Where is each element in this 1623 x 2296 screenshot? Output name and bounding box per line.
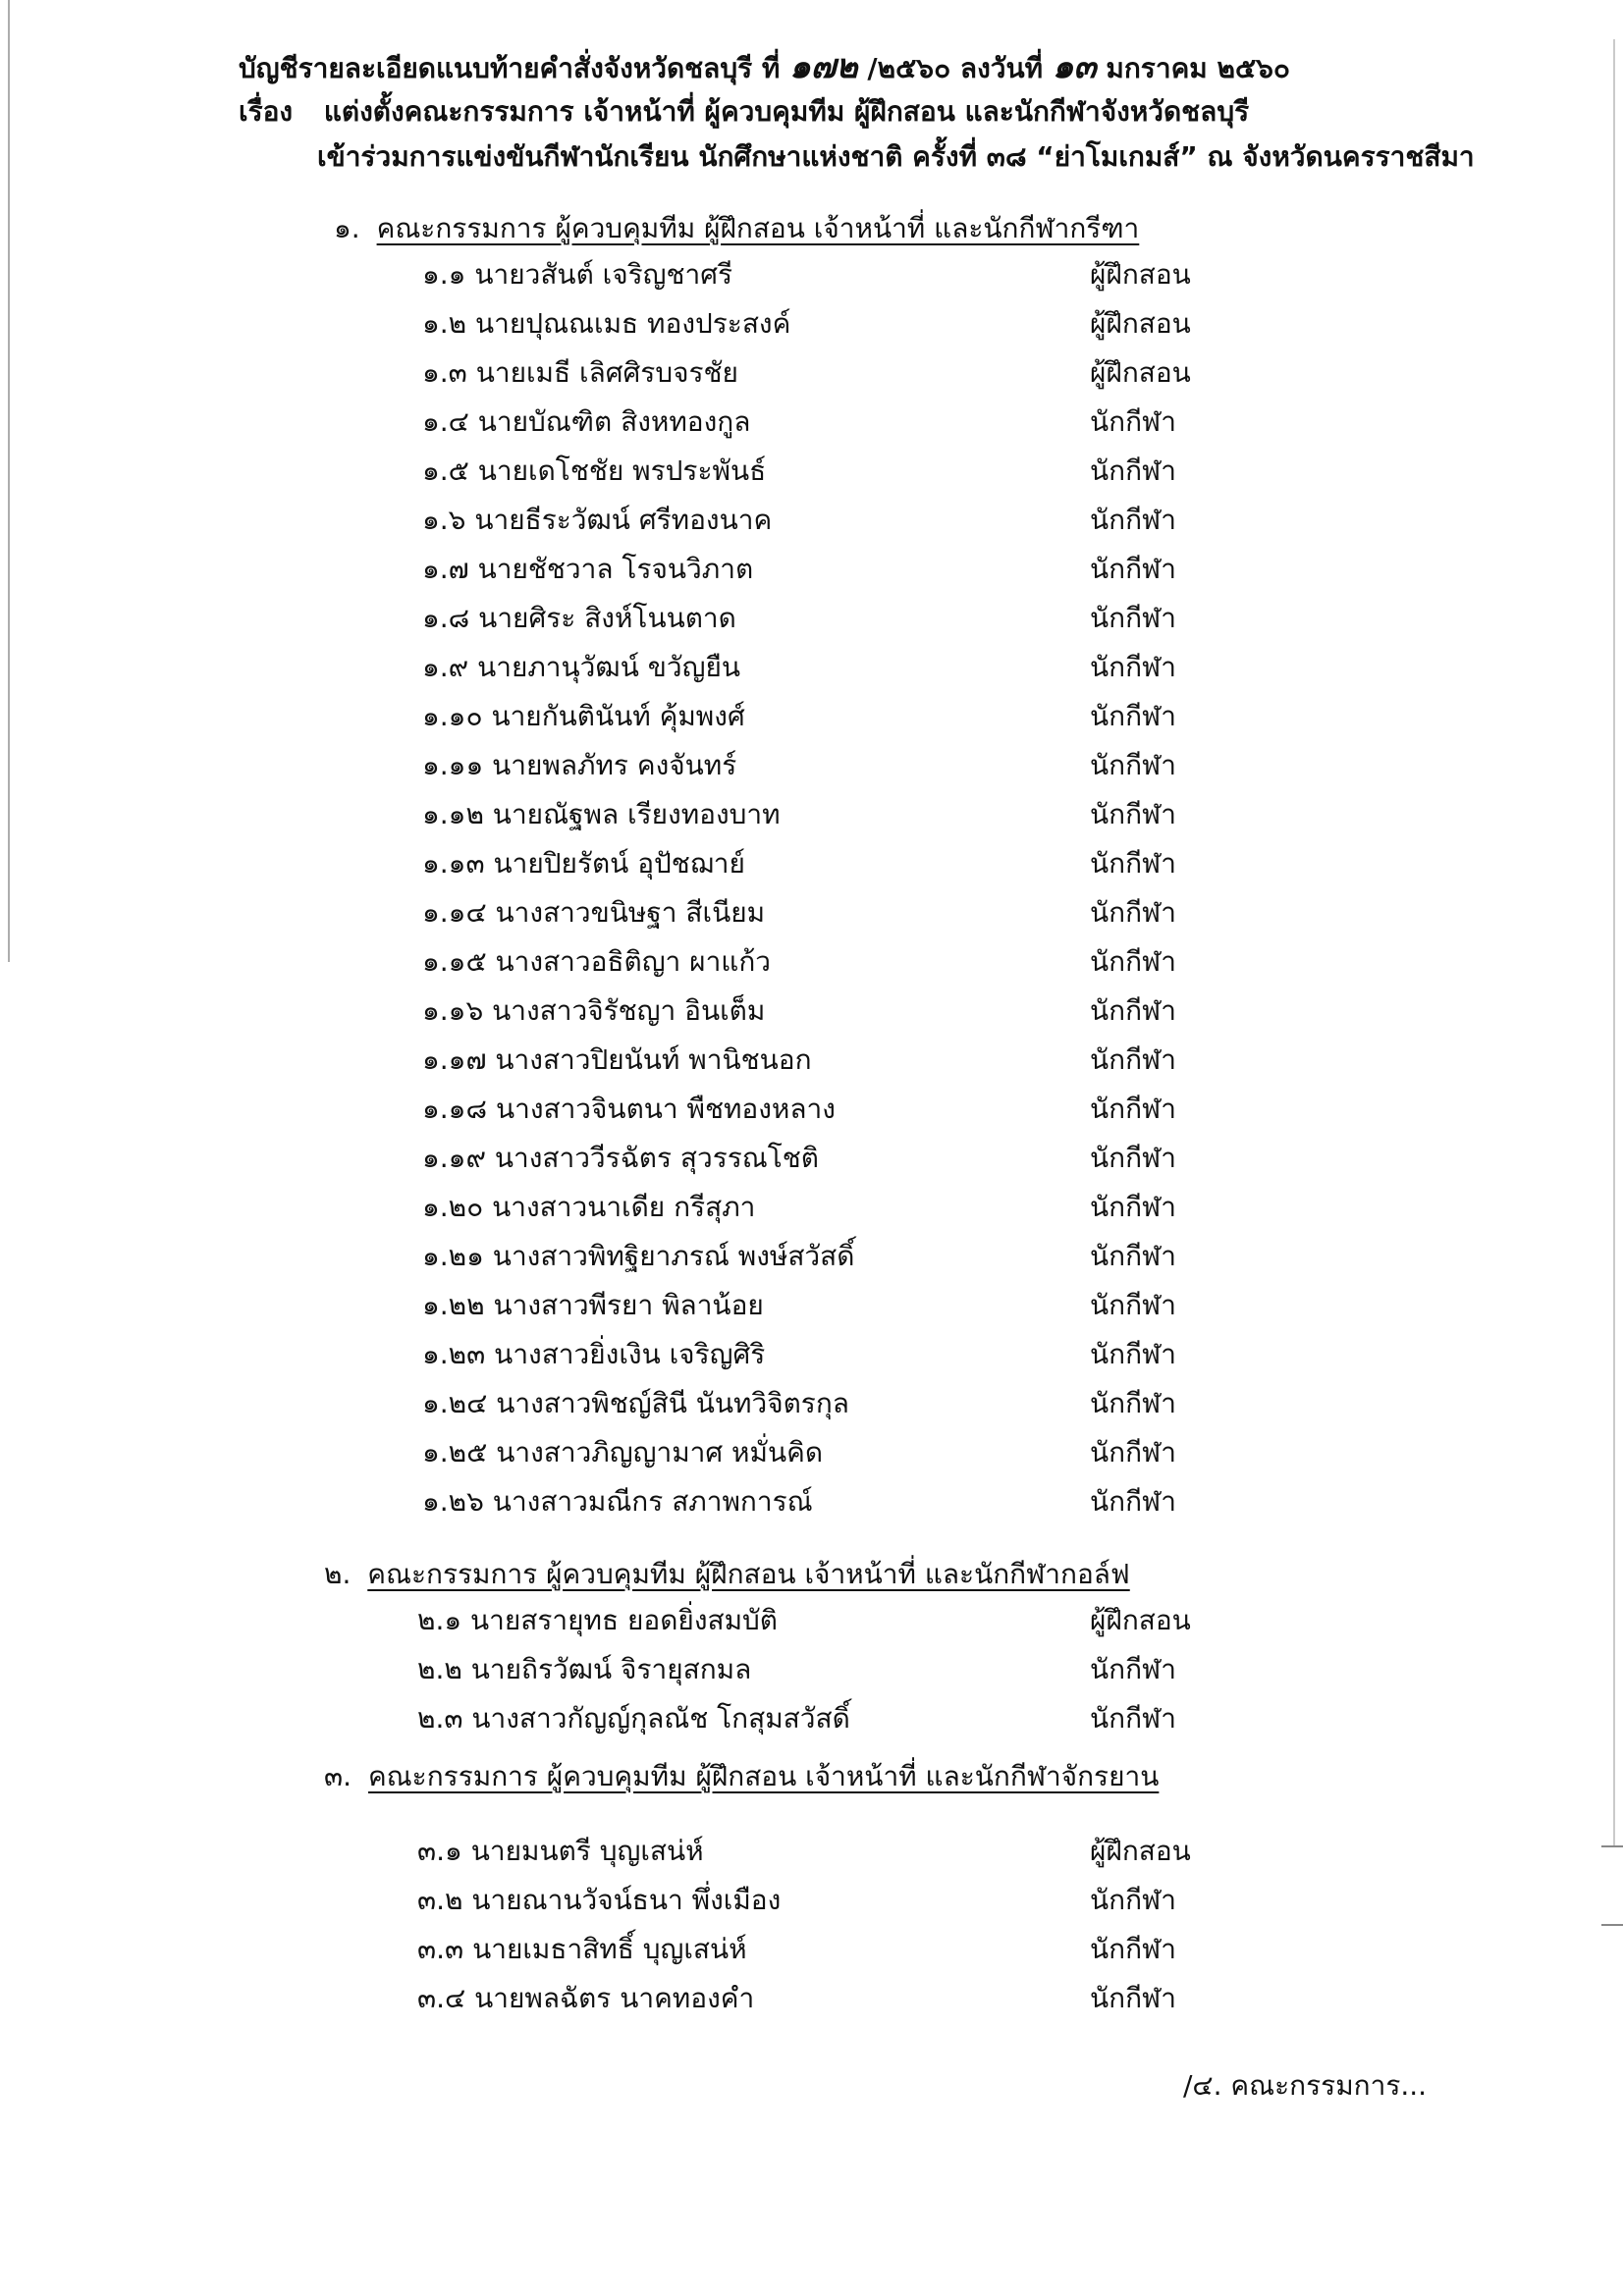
member-role: นักกีฬา (1090, 1093, 1176, 1125)
list-item (0, 306, 1623, 347)
list-item (0, 1042, 1623, 1084)
member-role: นักกีฬา (1090, 1884, 1176, 1916)
list-item (0, 797, 1623, 838)
member-name: ๒.๒ นายถิรวัฒน์ จิรายุสกมล (417, 1653, 752, 1685)
member-role: นักกีฬา (1090, 1289, 1176, 1321)
member-role: นักกีฬา (1090, 405, 1176, 438)
section-title: คณะกรรมการ ผู้ควบคุมทีม ผู้ฝึกสอน เจ้าหน้าที่ และนักกีฬากอล์ฟ (367, 1558, 1130, 1590)
member-role: นักกีฬา (1090, 1142, 1176, 1174)
list-item (0, 1190, 1623, 1231)
member-name: ๒.๑ นายสรายุทธ ยอดยิ่งสมบัติ (417, 1604, 778, 1636)
list-item (0, 1435, 1623, 1476)
list-item (0, 503, 1623, 544)
section-heading-2 (324, 1557, 1130, 1592)
list-item (0, 895, 1623, 936)
list-item (0, 1141, 1623, 1182)
member-name: ๑.๑๒ นายณัฐพล เรียงทองบาท (422, 798, 781, 830)
subject-line-2 (317, 139, 1475, 175)
member-role: นักกีฬา (1090, 1043, 1176, 1076)
list-item (0, 748, 1623, 789)
member-role: นักกีฬา (1090, 454, 1176, 487)
list-item (0, 1386, 1623, 1427)
list-item (0, 1932, 1623, 1973)
member-role: นักกีฬา (1090, 602, 1176, 634)
member-name: ๑.๑๑ นายพลภัทร คงจันทร์ (422, 749, 737, 781)
member-role: นักกีฬา (1090, 945, 1176, 978)
list-item (0, 355, 1623, 397)
member-role: นักกีฬา (1090, 798, 1176, 830)
member-role: นักกีฬา (1090, 504, 1176, 536)
section-heading-1 (334, 211, 1139, 246)
order-day: ๑๓ (1052, 47, 1097, 86)
list-item (0, 257, 1623, 298)
member-role: นักกีฬา (1090, 1240, 1176, 1272)
member-name: ๑.๑๗ นางสาวปิยนันท์ พานิชนอก (422, 1043, 812, 1076)
member-name: ๑.๑๔ นางสาวขนิษฐา สีเนียม (422, 896, 766, 929)
list-item (0, 1981, 1623, 2022)
member-role: นักกีฬา (1090, 1702, 1176, 1735)
member-role: นักกีฬา (1090, 700, 1176, 732)
member-name: ๑.๒๐ นางสาวนาเดีย กรีสุภา (422, 1191, 756, 1223)
list-item (0, 1484, 1623, 1525)
section-number: ๒. (324, 1558, 352, 1590)
scan-mark (1601, 1924, 1623, 1926)
subject-text-2: เข้าร่วมการแข่งขันกีฬานักเรียน นักศึกษาแห่งชาติ ครั้งที่ ๓๘ “ย่าโมเกมส์” ณ จังหวัดนครราชสีมา (317, 140, 1475, 173)
subject-line (239, 94, 1249, 130)
member-name: ๑.๑ นายวสันต์ เจริญชาศรี (422, 258, 733, 291)
list-item (0, 1652, 1623, 1693)
order-month: มกราคม ๒๕๖๐ (1106, 52, 1291, 84)
section-number: ๑. (334, 212, 360, 244)
member-role: นักกีฬา (1090, 1933, 1176, 1965)
section-title: คณะกรรมการ ผู้ควบคุมทีม ผู้ฝึกสอน เจ้าหน้าที่ และนักกีฬากรีฑา (376, 212, 1140, 244)
member-role: นักกีฬา (1090, 1338, 1176, 1370)
member-name: ๒.๓ นางสาวกัญญ์กุลณัช โกสุมสวัสดิ์ (417, 1702, 850, 1735)
list-item (0, 1603, 1623, 1644)
section-title: คณะกรรมการ ผู้ควบคุมทีม ผู้ฝึกสอน เจ้าหน้าที่ และนักกีฬาจักรยาน (367, 1760, 1160, 1792)
member-role: นักกีฬา (1090, 1387, 1176, 1419)
subject-text-1: แต่งตั้งคณะกรรมการ เจ้าหน้าที่ ผู้ควบคุมทีม ผู้ฝึกสอน และนักกีฬาจังหวัดชลบุรี (323, 95, 1250, 128)
member-role: ผู้ฝึกสอน (1090, 1604, 1191, 1636)
member-name: ๑.๒๖ นางสาวมณีกร สภาพการณ์ (422, 1485, 813, 1518)
list-item (0, 552, 1623, 593)
member-name: ๓.๓ นายเมธาสิทธิ์ บุญเสน่ห์ (417, 1933, 747, 1965)
member-role: ผู้ฝึกสอน (1090, 258, 1191, 291)
list-item (0, 601, 1623, 642)
member-name: ๑.๑๙ นางสาววีรฉัตร สุวรรณโชติ (422, 1142, 819, 1174)
order-year: /๒๕๖๐ ลงวันที่ (867, 52, 1044, 84)
member-name: ๓.๑ นายมนตรี บุญเสน่ห์ (417, 1835, 704, 1867)
member-name: ๑.๙ นายภานุวัฒน์ ขวัญยืน (422, 651, 740, 683)
list-item (0, 699, 1623, 740)
list-item (0, 1239, 1623, 1280)
list-item (0, 404, 1623, 446)
list-item (0, 454, 1623, 495)
member-name: ๑.๔ นายบัณฑิต สิงหทองกูล (422, 405, 751, 438)
list-item (0, 944, 1623, 986)
member-role: นักกีฬา (1090, 749, 1176, 781)
member-name: ๓.๔ นายพลฉัตร นาคทองคำ (417, 1982, 755, 2014)
member-name: ๑.๗ นายชัชวาล โรจนวิภาต (422, 553, 754, 585)
list-item (0, 1337, 1623, 1378)
list-item (0, 1701, 1623, 1742)
member-role: นักกีฬา (1090, 847, 1176, 880)
member-role: ผู้ฝึกสอน (1090, 356, 1191, 389)
member-role: นักกีฬา (1090, 994, 1176, 1027)
member-role: นักกีฬา (1090, 896, 1176, 929)
list-item (0, 1834, 1623, 1875)
member-role: ผู้ฝึกสอน (1090, 1835, 1191, 1867)
member-role: นักกีฬา (1090, 1653, 1176, 1685)
list-item (0, 1883, 1623, 1924)
member-name: ๑.๒๔ นางสาวพิชญ์สินี นันทวิจิตรกุล (422, 1387, 849, 1419)
section-heading-3 (324, 1759, 1159, 1794)
list-item (0, 1092, 1623, 1133)
order-reference-line (239, 49, 1290, 86)
member-role: นักกีฬา (1090, 1436, 1176, 1468)
member-role: นักกีฬา (1090, 651, 1176, 683)
member-name: ๑.๒๓ นางสาวยิ่งเงิน เจริญศิริ (422, 1338, 766, 1370)
member-name: ๑.๘ นายศิระ สิงห์โนนตาด (422, 602, 736, 634)
member-name: ๑.๒ นายปุณณเมธ ทองประสงค์ (422, 307, 791, 340)
member-name: ๓.๒ นายณานวัจน์ธนา พึ่งเมือง (417, 1884, 782, 1916)
member-name: ๑.๑๕ นางสาวอธิติญา ผาแก้ว (422, 945, 772, 978)
member-role: นักกีฬา (1090, 1982, 1176, 2014)
member-name: ๑.๓ นายเมธี เลิศศิรบจรชัย (422, 356, 738, 389)
member-role: นักกีฬา (1090, 1191, 1176, 1223)
member-name: ๑.๑๓ นายปิยรัตน์ อุปัชฌาย์ (422, 847, 745, 880)
member-name: ๑.๕ นายเดโชชัย พรประพันธ์ (422, 454, 767, 487)
member-name: ๑.๒๕ นางสาวภิญญามาศ หมั่นคิด (422, 1436, 824, 1468)
subject-label: เรื่อง (239, 95, 294, 128)
member-name: ๑.๖ นายธีระวัฒน์ ศรีทองนาค (422, 504, 773, 536)
section-number: ๓. (324, 1760, 352, 1792)
member-name: ๑.๑๘ นางสาวจินตนา พืชทองหลาง (422, 1093, 836, 1125)
member-name: ๑.๒๑ นางสาวพิทฐิยาภรณ์ พงษ์สวัสดิ์ (422, 1240, 855, 1272)
member-role: ผู้ฝึกสอน (1090, 307, 1191, 340)
member-role: นักกีฬา (1090, 553, 1176, 585)
member-name: ๑.๒๒ นางสาวพีรยา พิลาน้อย (422, 1289, 764, 1321)
member-name: ๑.๑๐ นายกันตินันท์ คุ้มพงศ์ (422, 700, 745, 732)
list-item (0, 650, 1623, 691)
continuation-note: /๔. คณะกรรมการ... (1183, 2069, 1428, 2102)
list-item (0, 846, 1623, 887)
member-role: นักกีฬา (1090, 1485, 1176, 1518)
order-reference-prefix: บัญชีรายละเอียดแนบท้ายคำสั่งจังหวัดชลบุรี ที่ (239, 52, 781, 84)
list-item (0, 993, 1623, 1035)
member-name: ๑.๑๖ นางสาวจิรัชญา อินเต็ม (422, 994, 766, 1027)
order-number: ๑๗๒ (789, 47, 858, 86)
list-item (0, 1288, 1623, 1329)
